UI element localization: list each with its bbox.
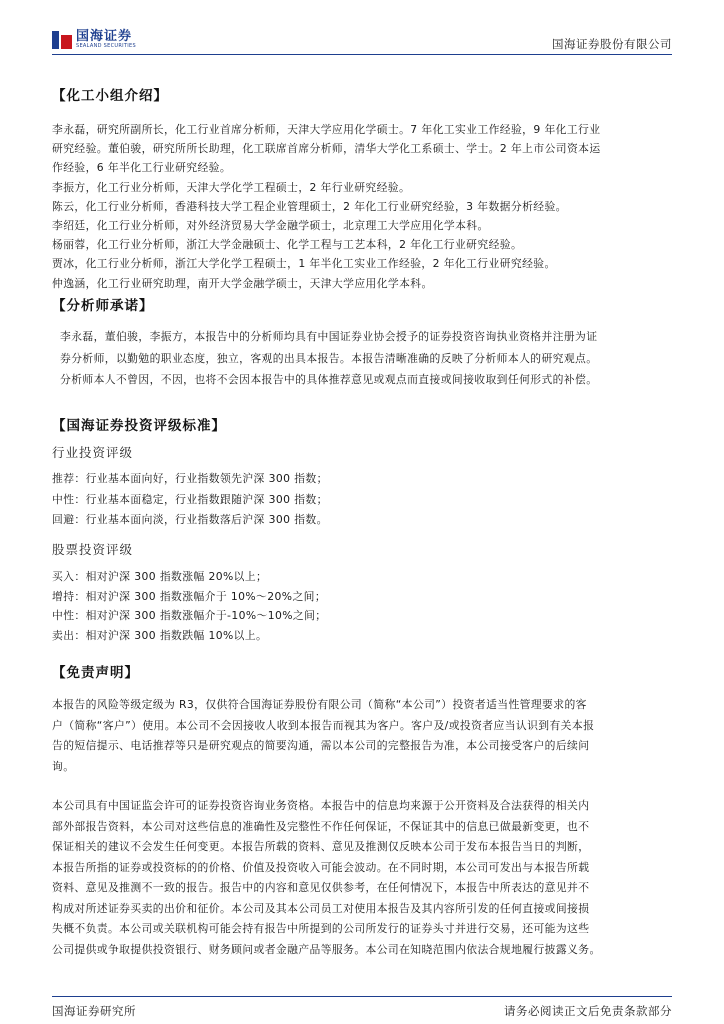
team-line: 研究经验。董伯骏，研究所所长助理，化工联席首席分析师，清华大学化工系硕士、学士。2 年上市公司资本运 xyxy=(52,142,601,156)
disclaimer-line: 构成对所述证券买卖的出价和征价。本公司及其本公司员工对使用本报告及其内容所引发的任何直接或间接损 xyxy=(52,901,590,915)
stock-rating-line: 买入：相对沪深 300 指数涨幅 20%以上； xyxy=(52,570,268,583)
logo-english: SEALAND SECURITIES xyxy=(76,43,136,49)
stock-rating-heading: 股票投资评级 xyxy=(52,542,134,557)
stock-rating-line: 增持：相对沪深 300 指数涨幅介于 10%～20%之间； xyxy=(52,589,327,603)
disclaimer-line: 失概不负责。本公司或关联机构可能会持有报告中所提到的公司所发行的证券头寸并进行交易，还可能为这些 xyxy=(52,922,590,935)
team-line: 作经验，6 年半化工行业研究经验。 xyxy=(52,161,232,175)
stock-rating-line: 中性：相对沪深 300 指数涨幅介于-10%～10%之间； xyxy=(52,609,327,622)
commitment-line: 李永磊，董伯骏，李振方，本报告中的分析师均具有中国证券业协会授予的证券投资咨询执业资格并注册为证 xyxy=(60,330,598,343)
disclaimer-line: 部外部报告资料，本公司对这些信息的准确性及完整性不作任何保证，不保证其中的信息已做最新变更，也不 xyxy=(52,819,590,833)
disclaimer-line: 告的短信提示、电话推荐等只是研究观点的简要沟通，需以本公司的完整报告为准，本公司接受客户的后续问 xyxy=(52,739,590,752)
industry-rating-line: 推荐：行业基本面向好，行业指数领先沪深 300 指数； xyxy=(52,472,328,485)
team-line: 陈云，化工行业分析师，香港科技大学工程企业管理硕士，2 年化工行业研究经验，3 年数据分析经验。 xyxy=(52,199,567,213)
header-company: 国海证券股份有限公司 xyxy=(552,37,672,51)
disclaimer-line: 本报告的风险等级定级为 R3，仅供符合国海证券股份有限公司（简称“本公司”）投资者适当性管理要求的客 xyxy=(52,698,587,711)
commitment-section-title: 【分析师承诺】 xyxy=(52,298,154,314)
disclaimer-line: 本公司具有中国证监会许可的证券投资咨询业务资格。本报告中的信息均来源于公开资料及合法获得的相关内 xyxy=(52,799,590,812)
logo-icon xyxy=(52,31,72,49)
logo-name: 国海证券 xyxy=(76,29,133,44)
page-header xyxy=(52,28,672,55)
commitment-line: 券分析师，以勤勉的职业态度，独立，客观的出具本报告。本报告清晰准确的反映了分析师本人的研究观点。 xyxy=(60,351,598,365)
team-line: 李绍廷，化工行业分析师，对外经济贸易大学金融学硕士，北京理工大学应用化学本科。 xyxy=(52,219,489,232)
disclaimer-section-title: 【免责声明】 xyxy=(52,665,139,681)
team-line: 仲逸涵，化工行业研究助理，南开大学金融学硕士，天津大学应用化学本科。 xyxy=(52,276,433,290)
industry-rating-line: 回避：行业基本面向淡，行业指数落后沪深 300 指数。 xyxy=(52,513,328,526)
disclaimer-line: 资料、意见及推测不一致的报告。报告中的内容和意见仅供参考，在任何情况下，本报告中所表达的意见并不 xyxy=(52,881,590,894)
commitment-line: 分析师本人不曾因，不因，也将不会因本报告中的具体推荐意见或观点而直接或间接收取到任何形式的补偿。 xyxy=(60,373,598,386)
disclaimer-line: 保证相关的建议不会发生任何变更。本报告所载的资料、意见及推测仅反映本公司于发布本报告当日的判断， xyxy=(52,840,590,853)
disclaimer-line: 本报告所指的证券或投资标的的价格、价值及投资收入可能会波动。在不同时期，本公司可发出与本报告所载 xyxy=(52,860,590,874)
rating-section-title: 【国海证券投资评级标准】 xyxy=(52,418,226,434)
disclaimer-line: 户（简称“客户”）使用。本公司不会因接收人收到本报告而视其为客户。客户及/或投资者应当认识到有关本报 xyxy=(52,718,595,732)
page-footer xyxy=(52,996,672,1018)
team-line: 杨丽蓉，化工行业分析师，浙江大学金融硕士、化学工程与工艺本科，2 年化工行业研究经验。 xyxy=(52,238,523,252)
company-logo xyxy=(52,30,136,49)
industry-rating-line: 中性：行业基本面稳定，行业指数跟随沪深 300 指数； xyxy=(52,492,328,506)
team-line: 贾冰，化工行业分析师，浙江大学化学工程硕士，1 年半化工实业工作经验，2 年化工行业研究经验。 xyxy=(52,257,556,271)
disclaimer-line: 公司提供或争取提供投资银行、财务顾问或者金融产品等服务。本公司在知晓范围内依法合规地履行披露义务。 xyxy=(52,942,601,956)
disclaimer-line: 询。 xyxy=(52,759,75,773)
team-section-title: 【化工小组介绍】 xyxy=(52,88,168,104)
industry-rating-heading: 行业投资评级 xyxy=(52,445,134,460)
team-line: 李永磊，研究所副所长，化工行业首席分析师，天津大学应用化学硕士。7 年化工实业工作经验，9 年化工行业 xyxy=(52,123,601,136)
stock-rating-line: 卖出：相对沪深 300 指数跌幅 10%以上。 xyxy=(52,628,268,642)
footer-institute: 国海证券研究所 xyxy=(52,1004,136,1018)
footer-notice: 请务必阅读正文后免责条款部分 xyxy=(504,1004,672,1018)
team-line: 李振方，化工行业分析师，天津大学化学工程硕士，2 年行业研究经验。 xyxy=(52,180,411,194)
